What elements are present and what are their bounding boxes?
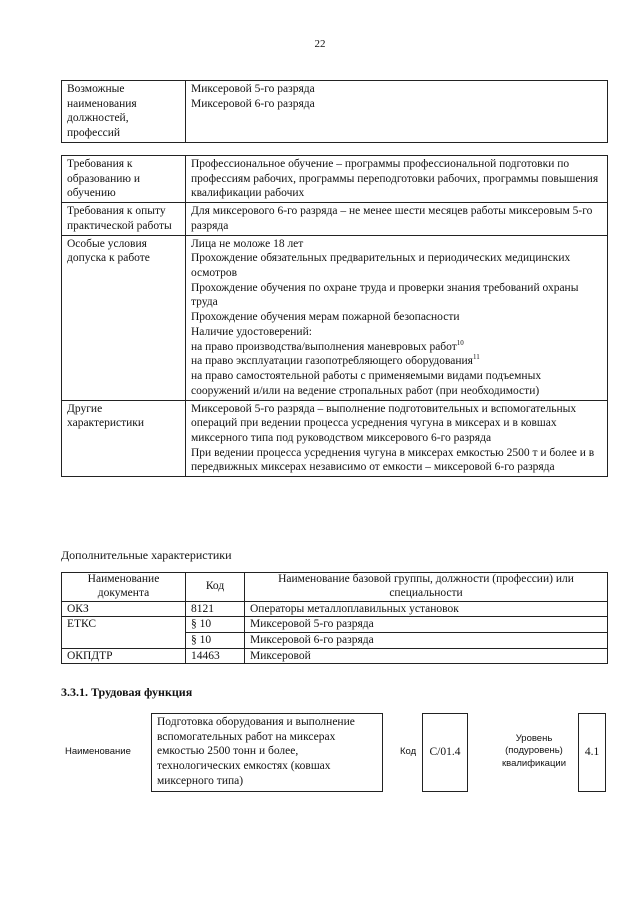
- special-conditions-row: [62, 235, 608, 400]
- column-header-document: Наименование документа: [62, 573, 186, 602]
- name-cell: Миксеровой 5-го разряда: [245, 617, 608, 633]
- condition-line: Лица не моложе 18 лет: [191, 237, 304, 250]
- special-conditions-label: Особые условия допуска к работе: [62, 235, 186, 400]
- characteristic-paragraph: При ведении процесса усреднения чугуна в миксерах емкостью 2500 т и более и в передвижных миксерах независимо от емкости – миксеровой 6-го разряда: [191, 446, 595, 474]
- function-code-label: Код: [400, 746, 417, 757]
- requirements-table: [61, 155, 608, 477]
- document-cell: ОКПДТР: [62, 648, 186, 664]
- function-name-box: Подготовка оборудования и выполнение вспомогательных работ на миксерах емкостью 2500 тонн и более, технологических емкостях (ковшах миксерного типа): [151, 713, 383, 792]
- qualification-level-label: Уровень (подуровень) квалификации: [501, 733, 567, 769]
- table-row: [62, 617, 608, 633]
- experience-label: Требования к опыту практической работы: [62, 203, 186, 235]
- table-row: [62, 601, 608, 617]
- characteristic-paragraph: Миксеровой 5-го разряда – выполнение подготовительных и вспомогательных операций при ведении процесса усреднения чугуна в миксерах и в ковшах миксерного типа под руководством миксерового 6-го разряда: [191, 402, 577, 444]
- other-characteristics-row: [62, 400, 608, 477]
- education-row: [62, 156, 608, 203]
- positions-label: Возможные наименования должностей, профессий: [62, 81, 186, 143]
- table-row: [62, 648, 608, 664]
- code-cell: 14463: [186, 648, 245, 664]
- footnote-ref[interactable]: 10: [456, 338, 464, 347]
- column-header-code: Код: [186, 573, 245, 602]
- position-item: Миксеровой 5-го разряда: [191, 83, 315, 95]
- certificate-line: [191, 340, 602, 355]
- experience-row: [62, 203, 608, 235]
- document-cell: ОКЗ: [62, 601, 186, 617]
- table-header-row: [62, 573, 608, 602]
- other-characteristics-label: Другие характеристики: [62, 400, 186, 477]
- function-code-value: С/01.4: [429, 746, 461, 759]
- name-cell: Миксеровой 6-го разряда: [245, 633, 608, 649]
- certificate-text: на право производства/выполнения маневровых работ: [191, 340, 457, 353]
- qualification-level-value: 4.1: [584, 746, 600, 759]
- condition-line: Прохождение обучения мерам пожарной безопасности: [191, 311, 460, 324]
- qualification-level-box: [578, 713, 606, 792]
- document-cell: ЕТКС: [62, 617, 186, 648]
- page-number: 22: [314, 38, 326, 50]
- special-conditions-text: [186, 235, 608, 400]
- positions-values: [186, 81, 608, 143]
- code-cell: 8121: [186, 601, 245, 617]
- code-cell: § 10: [186, 633, 245, 649]
- footnote-ref[interactable]: 11: [472, 353, 480, 362]
- additional-characteristics-table: [61, 572, 608, 664]
- other-characteristics-text: [186, 400, 608, 477]
- condition-line: Прохождение обучения по охране труда и проверки знания требований охраны труда: [191, 281, 579, 309]
- additional-characteristics-heading: Дополнительные характеристики: [61, 548, 232, 562]
- experience-text: Для миксерового 6-го разряда – не менее шести месяцев работы миксеровым 5-го разряда: [186, 203, 608, 235]
- function-code-box: [422, 713, 468, 792]
- certificate-text: на право эксплуатации газопотребляющего оборудования: [191, 355, 473, 368]
- code-cell: § 10: [186, 617, 245, 633]
- certificate-line: на право самостоятельной работы с применяемыми видами подъемных сооружений и/или на ведение стропальных работ (при необходимости): [191, 370, 542, 397]
- position-item: Миксеровой 6-го разряда: [191, 97, 315, 110]
- positions-row: [62, 81, 608, 143]
- function-name-label: Наименование: [65, 746, 131, 757]
- condition-line: Наличие удостоверений:: [191, 325, 312, 338]
- name-cell: Операторы металлоплавильных установок: [245, 601, 608, 617]
- certificate-line: [191, 354, 602, 369]
- condition-line: Прохождение обязательных предварительных и периодических медицинских осмотров: [191, 252, 571, 280]
- education-text: Профессиональное обучение – программы профессиональной подготовки по профессиям рабочих, программы переподготовки рабочих, программы повышения квалификации рабочих: [186, 156, 608, 203]
- labor-function-title: 3.3.1. Трудовая функция: [61, 685, 193, 699]
- name-cell: Миксеровой: [245, 648, 608, 664]
- positions-table: [61, 80, 608, 143]
- column-header-name: Наименование базовой группы, должности (профессии) или специальности: [245, 573, 608, 602]
- education-label: Требования к образованию и обучению: [62, 156, 186, 203]
